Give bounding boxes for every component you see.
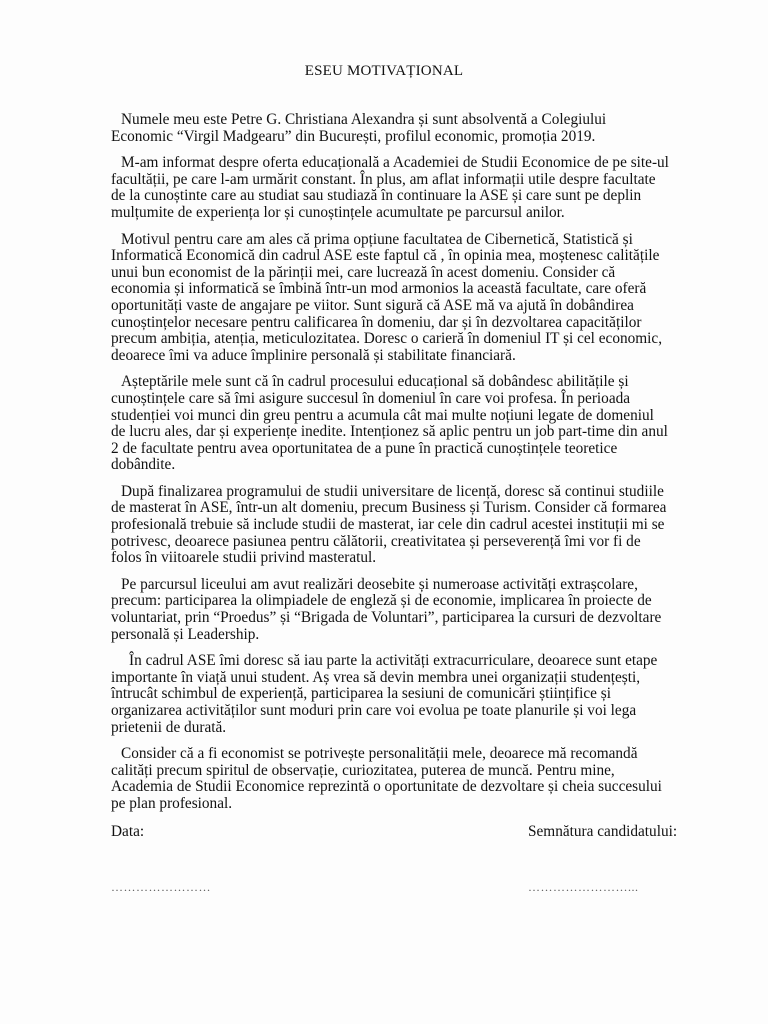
signature-label: Semnătura candidatului: bbox=[528, 823, 678, 840]
date-label: Data: bbox=[111, 823, 145, 840]
date-dotted-line: …………………… bbox=[111, 880, 211, 894]
paragraph-extracurricular: În cadrul ASE îmi doresc să iau parte la activități extracurriculare, deoarece sunt etape importante în viață unui student. Aș vrea să devin membra unei organizații studențești, întrucât schimbul de experiență, participarea la sesiuni de comunicări științifice și organizarea activităților sunt moduri prin care voi evolua pe toate planurile și voi lega prietenii de durată. bbox=[111, 652, 658, 736]
signature-dotted-line: ……………………... bbox=[528, 880, 639, 894]
document-title: ESEU MOTIVAȚIONAL bbox=[304, 63, 464, 79]
paragraph-motivation: Motivul pentru care am ales că prima opțiune facultatea de Cibernetică, Statistică și Informatică Economică din cadrul ASE este faptul că , în opinia mea, moștenesc calitățile unui bun economist de la părinții mei, care lucrează în acest domeniu. Consider că economia și informatică se îmbină într-un mod armonios la această facultate, care oferă oportunități vaste de angajare pe viitor. Sunt sigură că ASE mă va ajută în dobândirea cunoștințelor necesare pentru calificarea în domeniu, dar și în dezvoltarea capacităților precum ambiția, atenția, meticulozitatea. Doresc o carieră în domeniul IT și cel economic, deoarece îmi va aduce împlinire personală și stabilitate financiară. bbox=[111, 230, 663, 364]
paragraph-conclusion: Consider că a fi economist se potrivește personalității mele, deoarece mă recomandă calități precum spiritul de observație, curiozitatea, puterea de muncă. Pentru mine, Academia de Studii Economice reprezintă o oportunitate de dezvoltare și cheia succesului pe plan profesional. bbox=[111, 745, 662, 812]
paragraph-intro: Numele meu este Petre G. Christiana Alexandra și sunt absolventă a Colegiului Economic “Virgil Madgearu” din București, profilul economic, promoția 2019. bbox=[111, 111, 607, 145]
paragraph-information: M-am informat despre oferta educațională a Academiei de Studii Economice de pe site-ul facultății, pe care l-am urmărit constant. În plus, am aflat informații utile despre facultate de la cunoștinte care au studiat sau studiază în continuare la ASE și care sunt pe deplin mulțumite de experiența lor și cunoștințele acumultate pe parcursul anilor. bbox=[111, 154, 669, 221]
paragraph-masters: După finalizarea programului de studii universitare de licență, doresc să continui studiile de masterat în ASE, într-un alt domeniu, precum Business și Turism. Consider că formarea profesională trebuie să include studii de masterat, iar cele din cadrul acestei instituții mi se potrivesc, deoarece pasiunea pentru călătorii, creativitatea și perseverență îmi vor fi de folos în viitoarele studii privind masteratul. bbox=[111, 482, 667, 567]
paragraph-achievements: Pe parcursul liceului am avut realizări deosebite și numeroase activități extrașcolare, precum: participarea la olimpiadele de engleză și de economie, implicarea în proiecte de voluntariat, prin “Proedus” și “Brigada de Voluntari”, participarea la cursuri de dezvoltare personală și Leadership. bbox=[111, 575, 662, 643]
paragraph-expectations: Așteptările mele sunt că în cadrul procesului educațional să dobândesc abilitățile și cunoștințele care să îmi asigure succesul în domeniul în care voi profesa. În perioada studenției voi munci din greu pentru a acumula cât mai multe noțiuni legate de domeniul de lucru ales, dar și experiențe inedite. Intenționez să aplic pentru un job part-time din anul 2 de facultate pentru avea oportunitatea de a pune în practică cunoștințele teoretice dobândite. bbox=[111, 373, 668, 474]
essay-body bbox=[111, 112, 669, 823]
